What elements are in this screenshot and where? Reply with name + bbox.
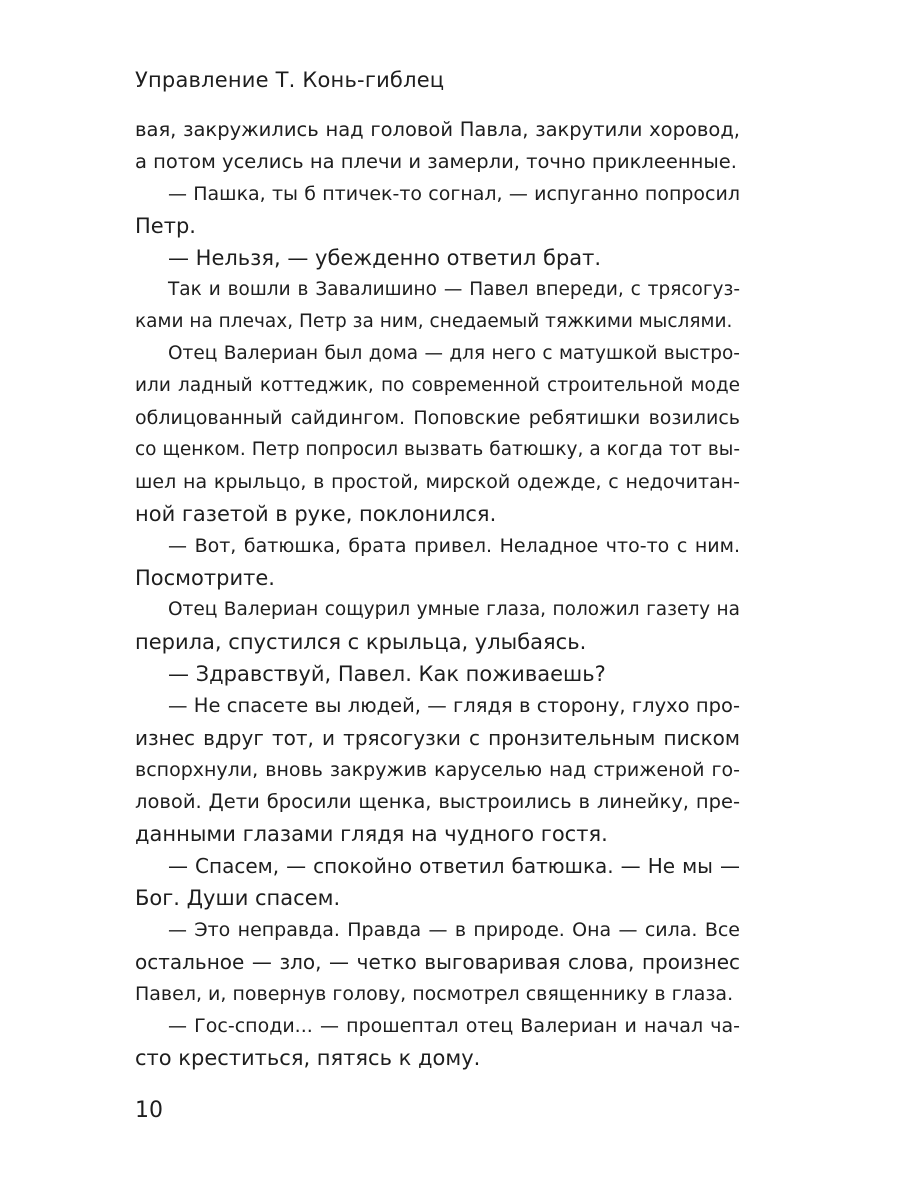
text-line: Отец Валериан сощурил умные глаза, положил газету на <box>168 599 740 620</box>
text-line: — Здравствуй, Павел. Как поживаешь? <box>168 662 606 686</box>
text-line: вспорхнули, вновь закружив каруселью над стриженой го- <box>135 759 740 781</box>
text-line: а потом уселись на плечи и замерли, точно приклеенные. <box>135 150 737 173</box>
text-line: — Не спасете вы людей, — глядя в сторону, глухо про- <box>168 694 740 717</box>
text-line: — Спасем, — спокойно ответил батюшка. — Не мы — <box>168 854 740 878</box>
body-text <box>135 114 740 1074</box>
text-line: — Вот, батюшка, брата привел. Неладное что-то с ним. <box>168 535 740 557</box>
text-line: или ладный коттеджик, по современной строительной моде <box>135 375 740 396</box>
text-line: изнес вдруг тот, и трясогузки с пронзительным писком <box>135 726 740 750</box>
text-line: Посмотрите. <box>135 566 275 590</box>
text-line: — Пашка, ты б птичек-то согнал, — испуганно попросил <box>168 183 740 205</box>
text-line: Отец Валериан был дома — для него с матушкой выстро- <box>168 343 740 364</box>
text-line: остальное — зло, — четко выговаривая слова, произнес <box>135 950 740 974</box>
text-line: шел на крыльцо, в простой, мирской одежде, с недочитан- <box>135 471 740 493</box>
text-line: — Это неправда. Правда — в природе. Она — сила. Все <box>168 919 740 941</box>
text-line: — Гос-споди... — прошептал отец Валериан и начал ча- <box>168 1015 740 1037</box>
text-line: сто креститься, пятясь к дому. <box>135 1046 481 1070</box>
text-line: со щенком. Петр попросил вызвать батюшку, а когда тот вы- <box>135 439 740 460</box>
text-line: Так и вошли в Завалишино — Павел впереди, с трясогуз- <box>168 279 740 300</box>
text-line: вая, закружились над головой Павла, закрутили хоровод, <box>135 118 740 141</box>
page-number: 10 <box>135 1098 163 1123</box>
text-line: данными глазами глядя на чудного гостя. <box>135 822 608 846</box>
text-line: ловой. Дети бросили щенка, выстроились в линейку, пре- <box>135 790 740 813</box>
text-line: ной газетой в руке, поклонился. <box>135 502 497 526</box>
text-line: ками на плечах, Петр за ним, снедаемый тяжкими мыслями. <box>135 311 733 332</box>
text-line: — Нельзя, — убежденно ответил брат. <box>168 246 602 270</box>
running-head: Управление Т. Конь-гиблец <box>135 68 445 92</box>
text-line: перила, спустился с крыльца, улыбаясь. <box>135 630 587 654</box>
text-line: Петр. <box>135 214 196 238</box>
text-line: Бог. Души спасем. <box>135 886 341 910</box>
text-line: облицованный сайдингом. Поповские ребятишки возились <box>135 407 740 429</box>
text-line: Павел, и, повернув голову, посмотрел священнику в глаза. <box>135 983 734 1005</box>
